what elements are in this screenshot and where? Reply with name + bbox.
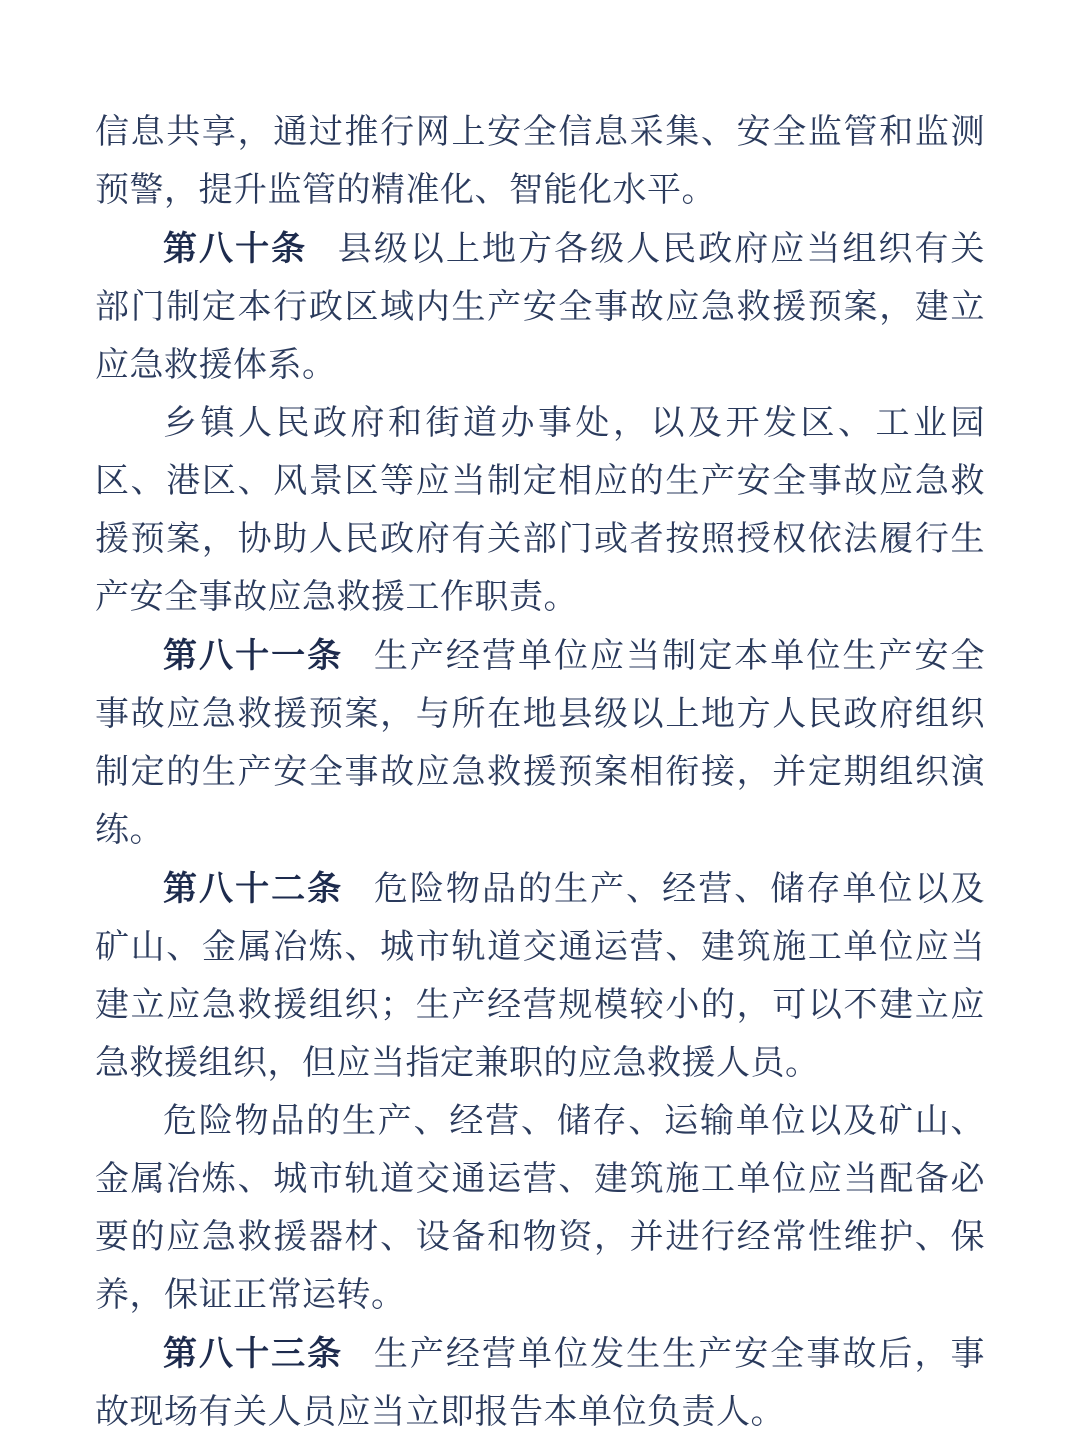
paragraph-text: 生产经营单位应当制定本单位生产安全事故应急救援预案，与所在地县级以上地方人民政府组织制定的生产安全事故应急救援预案相衔接，并定期组织演练。 — [95, 638, 986, 849]
law-paragraph-article-82 — [95, 860, 985, 1093]
paragraph-text: 县级以上地方各级人民政府应当组织有关部门制定本行政区域内生产安全事故应急救援预案，建立应急救援体系。 — [95, 231, 986, 384]
paragraph-text: 乡镇人民政府和街道办事处，以及开发区、工业园区、港区、风景区等应当制定相应的生产安全事故应急救援预案，协助人民政府有关部门或者按照授权依法履行生产安全事故应急救援工作职责。 — [95, 405, 985, 616]
paragraph-text: 信息共享，通过推行网上安全信息采集、安全监管和监测预警，提升监管的精准化、智能化水平。 — [95, 114, 985, 209]
law-paragraph — [95, 1093, 985, 1325]
law-paragraph — [95, 395, 985, 627]
law-paragraph-article-80 — [95, 220, 985, 395]
article-number: 第八十三条 — [163, 1335, 344, 1373]
article-number: 第八十二条 — [163, 870, 344, 908]
law-paragraph-article-81 — [95, 627, 985, 860]
law-text-body — [95, 104, 985, 1442]
paragraph-text: 危险物品的生产、经营、储存、运输单位以及矿山、金属冶炼、城市轨道交通运营、建筑施工单位应当配备必要的应急救援器材、设备和物资，并进行经常性维护、保养，保证正常运转。 — [95, 1103, 985, 1314]
article-number: 第八十条 — [163, 230, 308, 268]
paragraph-text: 危险物品的生产、经营、储存单位以及矿山、金属冶炼、城市轨道交通运营、建筑施工单位应当建立应急救援组织；生产经营规模较小的，可以不建立应急救援组织，但应当指定兼职的应急救援人员。 — [95, 871, 986, 1082]
paragraph-text: 生产经营单位发生生产安全事故后，事故现场有关人员应当立即报告本单位负责人。 — [95, 1336, 986, 1431]
law-paragraph — [95, 104, 985, 220]
article-number: 第八十一条 — [163, 637, 344, 675]
law-paragraph-article-83 — [95, 1325, 985, 1442]
